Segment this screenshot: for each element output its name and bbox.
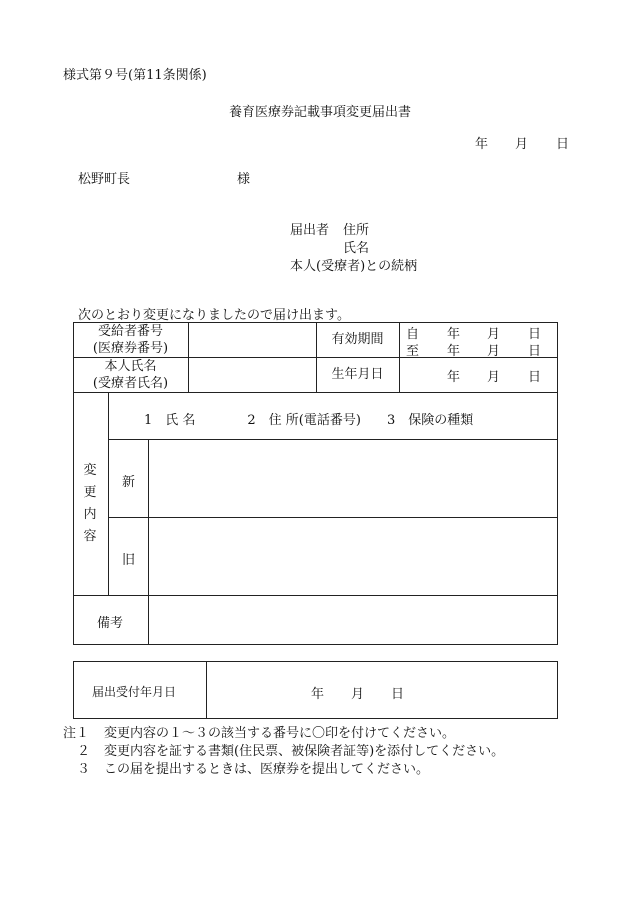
valid-to-month: 月 — [487, 344, 501, 359]
date-day: 日 — [556, 137, 570, 152]
valid-from-month: 月 — [487, 327, 501, 342]
receipt-day: 日 — [391, 687, 405, 702]
applicant-name-label: 氏名 — [343, 241, 370, 256]
valid-to-prefix: 至 — [406, 344, 420, 359]
remarks-field[interactable] — [149, 596, 557, 644]
birth-day: 日 — [528, 370, 542, 385]
applicant-relation-label: 本人(受療者)との続柄 — [290, 259, 418, 274]
valid-period-label: 有効期間 — [331, 332, 384, 347]
person-name-field[interactable] — [189, 358, 315, 391]
valid-to-year: 年 — [447, 344, 461, 359]
recipient-number-label-line2: (医療券番号) — [92, 341, 169, 356]
change-options[interactable]: 1 氏 名 2 住 所(電話番号) 3 保険の種類 — [144, 413, 474, 428]
note-text: この届を提出するときは、医療券を提出してください。 — [104, 762, 430, 777]
new-value-field[interactable] — [149, 440, 557, 516]
valid-to-day: 日 — [528, 344, 542, 359]
note-number: ２ — [77, 744, 91, 759]
birth-date-label: 生年月日 — [331, 367, 384, 382]
change-content-label: 変 更 内 容 — [83, 463, 97, 544]
note-number: 注１ — [63, 726, 90, 741]
old-label: 旧 — [122, 553, 136, 568]
addressee-honorific: 様 — [237, 172, 251, 187]
table-divider — [73, 392, 558, 393]
person-name-label-line1: 本人氏名 — [104, 359, 157, 374]
person-name-label-line2: (受療者氏名) — [92, 376, 169, 391]
form-number: 様式第９号(第11条関係) — [63, 68, 207, 83]
addressee-name: 松野町長 — [78, 172, 131, 187]
old-value-field[interactable] — [149, 518, 557, 594]
receipt-divider — [206, 661, 207, 719]
remarks-label: 備考 — [97, 616, 124, 631]
person-name-label — [73, 358, 188, 392]
applicant-label: 届出者 — [290, 223, 330, 238]
table-divider — [108, 392, 109, 595]
recipient-number-label-line1: 受給者番号 — [97, 324, 163, 339]
receipt-date-label: 届出受付年月日 — [92, 685, 177, 699]
valid-from-year: 年 — [447, 327, 461, 342]
date-year: 年 — [475, 137, 489, 152]
recipient-number-label — [73, 322, 188, 357]
valid-from-day: 日 — [528, 327, 542, 342]
date-month: 月 — [515, 137, 529, 152]
page-title: 養育医療券記載事項変更届出書 — [229, 105, 412, 120]
recipient-number-field[interactable] — [189, 323, 315, 356]
note-text: 変更内容の１～３の該当する番号に〇印を付けてください。 — [104, 726, 456, 741]
receipt-month: 月 — [351, 687, 365, 702]
birth-year: 年 — [447, 370, 461, 385]
table-divider — [399, 322, 400, 392]
receipt-year: 年 — [311, 687, 325, 702]
note-text: 変更内容を証する書類(住民票、被保険者証等)を添付してください。 — [104, 744, 505, 759]
valid-from-prefix: 自 — [406, 327, 420, 342]
note-number: ３ — [77, 762, 91, 777]
new-label: 新 — [122, 475, 136, 490]
intro-text: 次のとおり変更になりましたので届け出ます。 — [78, 308, 350, 323]
birth-month: 月 — [487, 370, 501, 385]
applicant-address-label: 住所 — [343, 223, 370, 238]
